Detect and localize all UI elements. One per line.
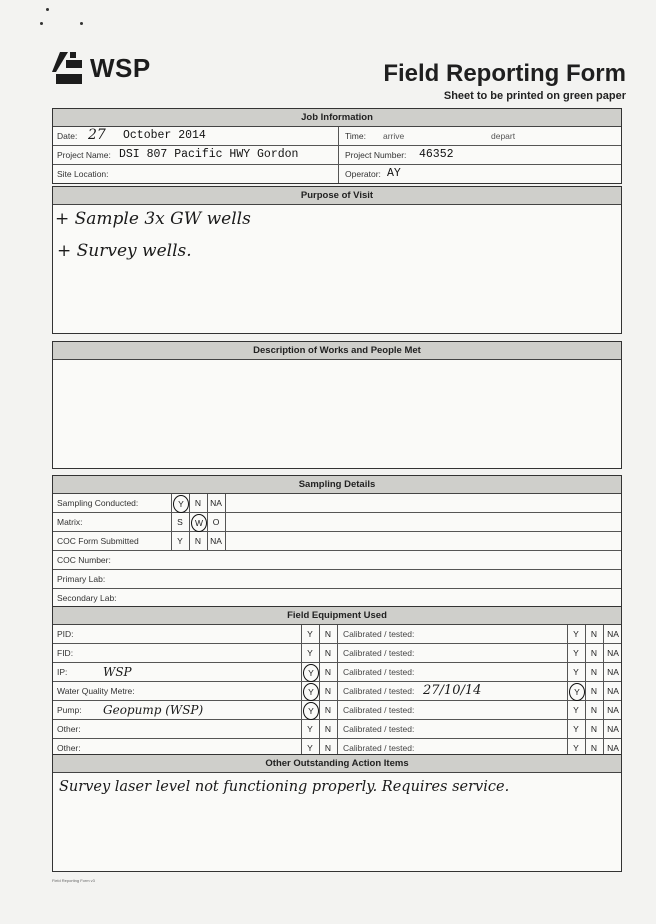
option-s[interactable]: S bbox=[177, 517, 183, 527]
purpose-text-line[interactable]: + Survey wells. bbox=[57, 241, 192, 261]
equipment-row bbox=[53, 701, 621, 720]
option-na[interactable]: NA bbox=[607, 743, 619, 753]
project-name-label: Project Name: bbox=[57, 150, 111, 160]
section-heading: Sampling Details bbox=[53, 476, 621, 494]
calibrated-label: Calibrated / tested: bbox=[343, 724, 415, 734]
coc-form-label: COC Form Submitted bbox=[57, 536, 139, 546]
option-n[interactable]: N bbox=[324, 743, 332, 753]
field-equipment-section bbox=[52, 606, 622, 758]
date-field[interactable]: October 2014 bbox=[123, 129, 206, 142]
option-y-circled[interactable]: Y bbox=[173, 495, 189, 513]
option-na[interactable]: NA bbox=[607, 629, 619, 639]
option-na[interactable]: NA bbox=[210, 498, 222, 508]
equipment-row bbox=[53, 625, 621, 644]
project-number-label: Project Number: bbox=[345, 150, 407, 160]
calibrated-label: Calibrated / tested: bbox=[343, 743, 415, 753]
coc-number-label: COC Number: bbox=[57, 555, 111, 565]
equipment-label: Water Quality Metre: bbox=[57, 686, 135, 696]
purpose-of-visit-section bbox=[52, 186, 622, 334]
option-y[interactable]: Y bbox=[573, 705, 579, 715]
secondary-lab-label: Secondary Lab: bbox=[57, 593, 117, 603]
option-y[interactable]: Y bbox=[303, 702, 319, 720]
section-heading: Description of Works and People Met bbox=[53, 342, 621, 360]
scan-speck bbox=[40, 22, 43, 25]
form-title: Field Reporting Form bbox=[383, 60, 626, 87]
action-item-text[interactable]: Survey laser level not functioning properly. Requires service. bbox=[59, 779, 510, 795]
equipment-label: PID: bbox=[57, 629, 74, 639]
option-n[interactable]: N bbox=[590, 686, 598, 696]
option-na[interactable]: NA bbox=[607, 686, 619, 696]
option-y[interactable]: Y bbox=[573, 667, 579, 677]
option-na[interactable]: NA bbox=[607, 648, 619, 658]
option-n[interactable]: N bbox=[194, 498, 202, 508]
option-n[interactable]: N bbox=[194, 536, 202, 546]
description-section bbox=[52, 341, 622, 469]
job-row-site bbox=[53, 165, 621, 183]
option-n[interactable]: N bbox=[590, 629, 598, 639]
option-y[interactable]: Y bbox=[307, 629, 313, 639]
option-w-circled[interactable]: W bbox=[191, 514, 207, 532]
project-name-field[interactable]: DSI 807 Pacific HWY Gordon bbox=[119, 148, 299, 161]
calibrated-value-field[interactable]: 27/10/14 bbox=[423, 683, 482, 698]
option-n[interactable]: N bbox=[324, 629, 332, 639]
option-y[interactable]: Y bbox=[307, 724, 313, 734]
equipment-label: Other: bbox=[57, 724, 81, 734]
option-y[interactable]: Y bbox=[177, 536, 183, 546]
sampling-row bbox=[53, 589, 621, 607]
option-na[interactable]: NA bbox=[607, 724, 619, 734]
site-location-label: Site Location: bbox=[57, 169, 109, 179]
option-na[interactable]: NA bbox=[210, 536, 222, 546]
equipment-value-field[interactable]: WSP bbox=[103, 665, 132, 679]
option-n[interactable]: N bbox=[324, 648, 332, 658]
option-n[interactable]: N bbox=[324, 724, 332, 734]
job-information-section bbox=[52, 108, 622, 184]
sampling-row bbox=[53, 532, 621, 551]
date-label: Date: bbox=[57, 131, 78, 141]
calibrated-label: Calibrated / tested: bbox=[343, 667, 415, 677]
arrive-label: arrive bbox=[383, 131, 405, 141]
matrix-label: Matrix: bbox=[57, 517, 83, 527]
option-y[interactable]: Y bbox=[573, 629, 579, 639]
option-y[interactable]: Y bbox=[569, 683, 585, 701]
footer-text: Field Reporting Form v3 bbox=[52, 878, 95, 883]
option-n[interactable]: N bbox=[590, 667, 598, 677]
section-heading: Field Equipment Used bbox=[53, 607, 621, 625]
option-n[interactable]: N bbox=[324, 705, 332, 715]
section-heading: Job Information bbox=[53, 109, 621, 127]
option-y[interactable]: Y bbox=[303, 683, 319, 701]
time-label: Time: bbox=[345, 131, 366, 141]
sampling-row bbox=[53, 551, 621, 570]
primary-lab-label: Primary Lab: bbox=[57, 574, 106, 584]
operator-label: Operator: bbox=[345, 169, 381, 179]
wsp-logo bbox=[52, 50, 151, 86]
purpose-text-line[interactable]: + Sample 3x GW wells bbox=[55, 209, 251, 229]
action-items-section bbox=[52, 754, 622, 872]
option-n[interactable]: N bbox=[590, 648, 598, 658]
job-row-date bbox=[53, 127, 621, 146]
option-n[interactable]: N bbox=[590, 705, 598, 715]
sampling-details-section bbox=[52, 475, 622, 608]
date-day-field[interactable]: 27 bbox=[88, 127, 106, 143]
operator-field[interactable]: AY bbox=[387, 167, 401, 180]
scan-speck bbox=[46, 8, 49, 11]
equipment-row bbox=[53, 663, 621, 682]
section-heading: Other Outstanding Action Items bbox=[53, 755, 621, 773]
option-n[interactable]: N bbox=[324, 667, 332, 677]
sampling-row bbox=[53, 513, 621, 532]
depart-label: depart bbox=[491, 131, 516, 141]
equipment-row bbox=[53, 720, 621, 739]
sampling-row bbox=[53, 494, 621, 513]
option-y[interactable]: Y bbox=[573, 724, 579, 734]
option-y[interactable]: Y bbox=[307, 648, 313, 658]
section-heading: Purpose of Visit bbox=[53, 187, 621, 205]
job-row-project bbox=[53, 146, 621, 165]
option-y[interactable]: Y bbox=[307, 743, 313, 753]
scan-speck bbox=[80, 22, 83, 25]
calibrated-label: Calibrated / tested: bbox=[343, 648, 415, 658]
wsp-logo-icon bbox=[52, 50, 88, 86]
logo-text: WSP bbox=[90, 52, 151, 83]
option-y[interactable]: Y bbox=[303, 664, 319, 682]
calibrated-label: Calibrated / tested: bbox=[343, 686, 415, 696]
option-y[interactable]: Y bbox=[573, 743, 579, 753]
equipment-row bbox=[53, 644, 621, 663]
calibrated-label: Calibrated / tested: bbox=[343, 629, 415, 639]
option-n[interactable]: N bbox=[590, 743, 598, 753]
project-number-field[interactable]: 46352 bbox=[419, 148, 454, 161]
option-n[interactable]: N bbox=[590, 724, 598, 734]
sampling-conducted-label: Sampling Conducted: bbox=[57, 498, 139, 508]
equipment-label: IP: bbox=[57, 667, 68, 677]
equipment-row bbox=[53, 682, 621, 701]
option-y[interactable]: Y bbox=[573, 648, 579, 658]
sampling-row bbox=[53, 570, 621, 589]
option-na[interactable]: NA bbox=[607, 667, 619, 677]
form-subtitle: Sheet to be printed on green paper bbox=[443, 90, 626, 102]
option-o[interactable]: O bbox=[212, 517, 220, 527]
equipment-value-field[interactable]: Geopump (WSP) bbox=[103, 703, 204, 717]
equipment-label: Other: bbox=[57, 743, 81, 753]
equipment-label: FID: bbox=[57, 648, 74, 658]
calibrated-label: Calibrated / tested: bbox=[343, 705, 415, 715]
equipment-label: Pump: bbox=[57, 705, 82, 715]
option-na[interactable]: NA bbox=[607, 705, 619, 715]
option-n[interactable]: N bbox=[324, 686, 332, 696]
